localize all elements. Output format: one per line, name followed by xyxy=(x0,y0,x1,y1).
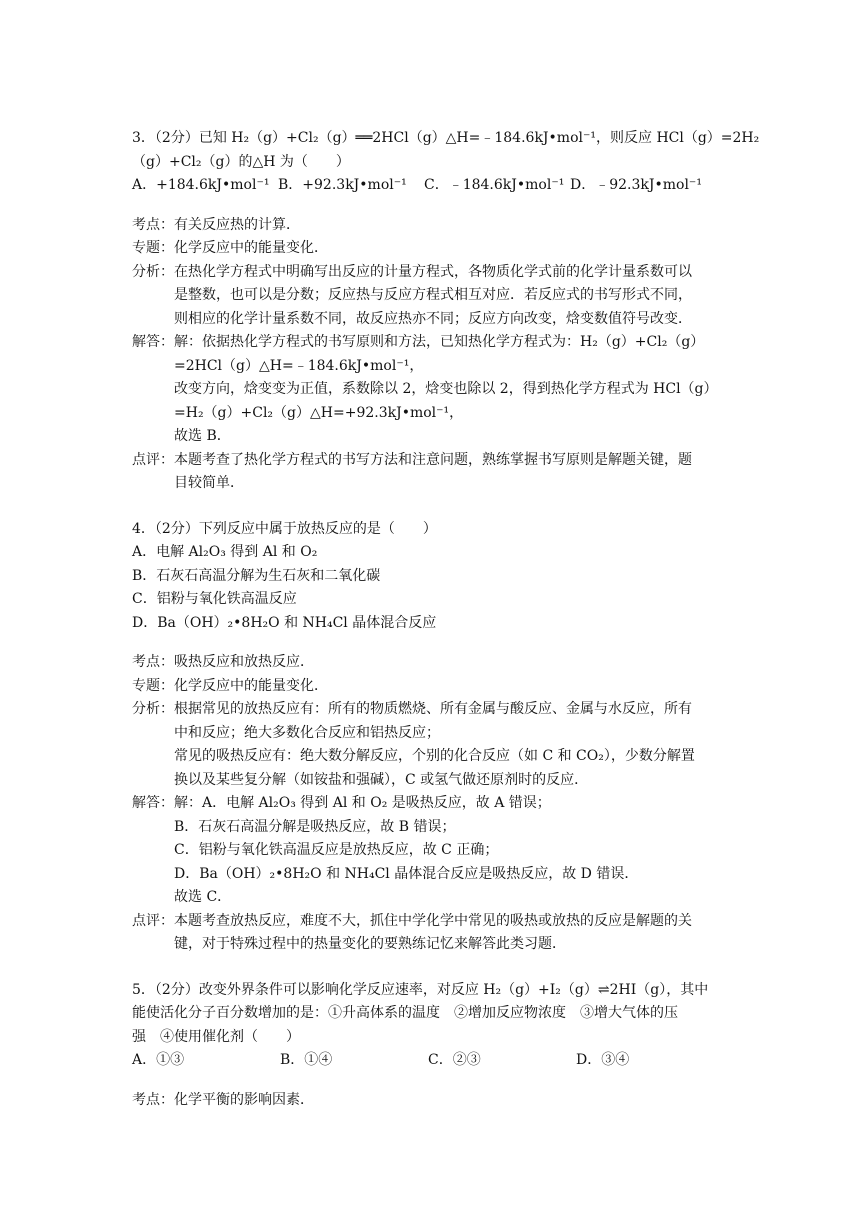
question-4-jieda-line-5: 故选 C． xyxy=(174,889,232,905)
question-5-option-b: B．①④ xyxy=(280,1052,333,1068)
question-3-fenxi-line-2: 是整数，也可以是分数；反应热与反应方程式相互对应．若反应式的书写形式不同， xyxy=(174,287,692,303)
question-5 xyxy=(132,979,732,1073)
question-4-stem: 4．（2分）下列反应中属于放热反应的是（ ） xyxy=(132,520,437,537)
question-4 xyxy=(132,518,732,636)
question-4-fenxi-line-4: 换以及某些复分解（如铵盐和强碱），C 或氢气做还原剂时的反应． xyxy=(174,771,589,788)
question-4-jieda-line-1: 解答：解：A．电解 Al₂O₃ 得到 Al 和 O₂ 是吸热反应，故 A 错误； xyxy=(132,795,551,811)
question-3-jieda-line-1: 解答：解：依据热化学方程式的书写原则和方法，已知热化学方程式为：H₂（g）+Cl₂（g） xyxy=(132,334,705,350)
question-4-fenxi-line-3: 常见的吸热反应有：绝大数分解反应，个别的化合反应（如 C 和 CO₂），少数分解置 xyxy=(174,748,695,764)
question-3-stem-line-2: （g）+Cl₂（g）的△H 为（ ） xyxy=(132,153,350,170)
question-3-jieda-line-5: 故选 B． xyxy=(174,428,231,444)
question-3-options xyxy=(132,174,732,198)
question-4-dianping-line-1: 点评：本题考查放热反应，难度不大，抓住中学化学中常见的吸热或放热的反应是解题的关 xyxy=(132,912,692,929)
question-3-option-a: A．+184.6kJ•mol⁻¹ xyxy=(132,177,270,193)
question-5-stem-line-2: 能使活化分子百分数增加的是：①升高体系的温度 ②增加反应物浓度 ③增大气体的压 xyxy=(132,1005,678,1021)
question-5-stem-line-3: 强 ④使用催化剂（ ） xyxy=(132,1028,300,1045)
question-3-option-c: C．﹣184.6kJ•mol⁻¹ xyxy=(424,177,565,193)
question-3-fenxi-line-3: 则相应的化学计量系数不同，故反应热亦不同；反应方向改变，焓变数值符号改变． xyxy=(174,310,692,327)
question-5-option-d: D．③④ xyxy=(576,1052,630,1068)
question-3-jieda-line-4: =H₂（g）+Cl₂（g）△H=+92.3kJ•mol⁻¹， xyxy=(174,404,464,421)
question-4-jieda-line-4: D．Ba（OH）₂•8H₂O 和 NH₄Cl 晶体混合反应是吸热反应，故 D 错误． xyxy=(174,865,639,882)
question-5-solution xyxy=(132,1089,732,1113)
question-4-option-c: C．铝粉与氧化铁高温反应 xyxy=(132,591,297,607)
question-3-option-d: D．﹣92.3kJ•mol⁻¹ xyxy=(570,177,702,193)
question-4-jieda-line-3: C．铝粉与氧化铁高温反应是放热反应，故 C 正确； xyxy=(174,842,499,858)
question-3-jieda-line-2: =2HCl（g）△H=﹣184.6kJ•mol⁻¹， xyxy=(174,357,424,374)
document-page xyxy=(132,127,760,1112)
question-3-zhuanti: 专题：化学反应中的能量变化． xyxy=(132,240,328,256)
question-4-fenxi-line-2: 中和反应；绝大多数化合反应和铝热反应； xyxy=(174,724,440,741)
question-4-fenxi-line-1: 分析：根据常见的放热反应有：所有的物质燃烧、所有金属与酸反应、金属与水反应，所有 xyxy=(132,701,692,717)
question-4-option-d: D．Ba（OH）₂•8H₂O 和 NH₄Cl 晶体混合反应 xyxy=(132,614,437,631)
question-3-dianping-line-2: 目较简单． xyxy=(174,475,244,491)
question-3 xyxy=(132,127,760,198)
question-3-jieda-line-3: 改变方向，焓变变为正值，系数除以 2，焓变也除以 2，得到热化学方程式为 HCl（g） xyxy=(174,381,718,397)
question-3-option-b: B．+92.3kJ•mol⁻¹ xyxy=(278,177,407,193)
question-4-dianping-line-2: 键，对于特殊过程中的热量变化的要熟练记忆来解答此类习题． xyxy=(174,936,566,952)
question-5-option-a: A．①③ xyxy=(132,1052,185,1068)
question-5-options xyxy=(132,1049,732,1073)
question-3-kaodian: 考点：有关反应热的计算． xyxy=(132,216,300,233)
question-5-kaodian: 考点：化学平衡的影响因素． xyxy=(132,1091,314,1108)
question-3-dianping-line-1: 点评：本题考查了热化学方程式的书写方法和注意问题，熟练掌握书写原则是解题关键，题 xyxy=(132,451,692,468)
question-4-kaodian: 考点：吸热反应和放热反应． xyxy=(132,654,314,670)
question-3-stem-line-1: 3．（2分）已知 H₂（g）+Cl₂（g）══2HCl（g）△H=﹣184.6kJ•mol⁻¹，则反应 HCl（g）=2H₂ xyxy=(132,130,760,146)
question-4-zhuanti: 专题：化学反应中的能量变化． xyxy=(132,677,328,694)
question-4-solution xyxy=(132,651,732,957)
question-5-stem-line-1: 5．（2分）改变外界条件可以影响化学反应速率，对反应 H₂（g）+I₂（g）⇌2HI（g），其中 xyxy=(132,981,709,998)
question-4-option-a: A．电解 Al₂O₃ 得到 Al 和 O₂ xyxy=(132,544,318,560)
question-4-option-b: B．石灰石高温分解为生石灰和二氧化碳 xyxy=(132,567,381,584)
question-5-option-c: C．②③ xyxy=(428,1052,481,1068)
question-3-solution xyxy=(132,214,732,496)
question-4-jieda-line-2: B．石灰石高温分解是吸热反应，故 B 错误； xyxy=(174,818,456,835)
question-3-fenxi-line-1: 分析：在热化学方程式中明确写出反应的计量方程式，各物质化学式前的化学计量系数可以 xyxy=(132,263,692,280)
